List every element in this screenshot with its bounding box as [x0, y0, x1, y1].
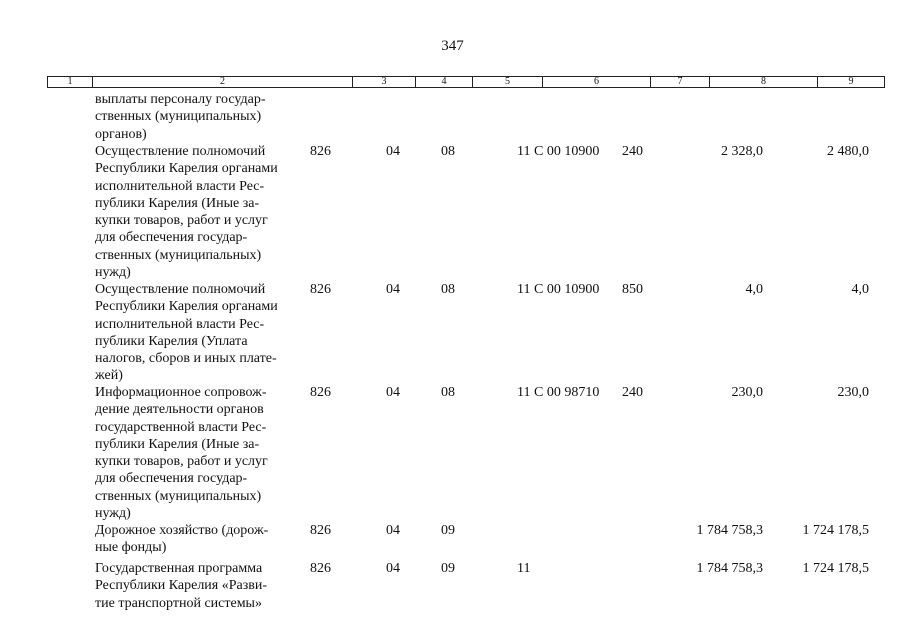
description-line: купки товаров, работ и услуг	[95, 213, 268, 229]
table-cell-c6: 11	[517, 561, 531, 576]
description-line: Республики Карелия органами	[95, 299, 278, 315]
column-header-7: 7	[651, 77, 710, 87]
description-line: Осуществление полномочий	[95, 282, 266, 297]
description-line: Республики Карелия «Разви-	[95, 578, 268, 594]
row-description	[95, 560, 305, 612]
table-cell-c9: 4,0	[851, 282, 869, 297]
description-line: исполнительной власти Рес-	[95, 316, 265, 332]
table-cell-c5: 08	[441, 385, 455, 400]
row-description	[95, 91, 305, 143]
table-cell-c9: 230,0	[837, 385, 869, 400]
table-header-row	[47, 76, 885, 88]
table-cell-c8: 2 328,0	[721, 144, 763, 159]
table-cell-c4: 04	[386, 523, 400, 538]
description-line: Дорожное хозяйство (дорож-	[95, 523, 269, 538]
description-line: дение деятельности органов	[95, 402, 264, 418]
table-cell-c3: 826	[310, 144, 331, 159]
table-cell-c7: 240	[622, 144, 643, 159]
description-line: ственных (муниципальных)	[95, 247, 262, 263]
table-cell-c8: 1 784 758,3	[696, 523, 763, 538]
description-line: государственной власти Рес-	[95, 419, 267, 435]
description-line: исполнительной власти Рес-	[95, 178, 265, 194]
description-line: для обеспечения государ-	[95, 230, 248, 246]
column-header-4: 4	[416, 77, 473, 87]
table-cell-c5: 08	[441, 282, 455, 297]
table-cell-c6: 11 С 00 10900	[517, 282, 600, 297]
table-cell-c7: 850	[622, 282, 643, 297]
description-line: органов)	[95, 126, 147, 142]
row-description	[95, 384, 305, 522]
table-cell-c5: 08	[441, 144, 455, 159]
description-line: для обеспечения государ-	[95, 471, 248, 487]
column-header-6: 6	[543, 77, 651, 87]
table-cell-c4: 04	[386, 561, 400, 576]
column-header-2: 2	[93, 77, 353, 87]
description-line: нужд)	[95, 506, 131, 522]
description-line: Государственная программа	[95, 561, 263, 576]
column-header-3: 3	[353, 77, 416, 87]
description-line: публики Карелия (Уплата	[95, 333, 248, 349]
description-line: нужд)	[95, 265, 131, 281]
table-cell-c5: 09	[441, 561, 455, 576]
table-cell-c3: 826	[310, 385, 331, 400]
column-header-8: 8	[710, 77, 818, 87]
table-cell-c4: 04	[386, 144, 400, 159]
table-cell-c7: 240	[622, 385, 643, 400]
description-line: ственных (муниципальных)	[95, 488, 262, 504]
column-header-9: 9	[848, 76, 854, 87]
table-cell-c9: 2 480,0	[827, 144, 869, 159]
description-line: Республики Карелия органами	[95, 161, 278, 177]
description-line: жей)	[95, 368, 123, 384]
description-line: Осуществление полномочий	[95, 144, 266, 159]
description-line: Информационное сопровож-	[95, 385, 267, 400]
description-line: публики Карелия (Иные за-	[95, 436, 260, 452]
description-line: ственных (муниципальных)	[95, 109, 262, 125]
column-header-5: 5	[473, 77, 543, 87]
table-cell-c3: 826	[310, 282, 331, 297]
table-cell-c8: 4,0	[745, 282, 763, 297]
table-cell-c4: 04	[386, 385, 400, 400]
description-line: тие транспортной системы»	[95, 595, 262, 611]
table-cell-c6: 11 С 00 98710	[517, 385, 600, 400]
column-header-1: 1	[48, 77, 93, 87]
description-line: публики Карелия (Иные за-	[95, 195, 260, 211]
table-cell-c4: 04	[386, 282, 400, 297]
description-line: ные фонды)	[95, 540, 167, 556]
table-cell-c3: 826	[310, 523, 331, 538]
table-cell-c5: 09	[441, 523, 455, 538]
table-cell-c8: 230,0	[731, 385, 763, 400]
table-cell-c9: 1 724 178,5	[802, 561, 869, 576]
description-line: выплаты персоналу государ-	[95, 92, 266, 107]
description-line: налогов, сборов и иных плате-	[95, 351, 277, 367]
row-description	[95, 143, 305, 281]
description-line: купки товаров, работ и услуг	[95, 454, 268, 470]
page-number: 347	[441, 38, 464, 54]
row-description	[95, 522, 305, 557]
table-cell-c9: 1 724 178,5	[802, 523, 869, 538]
table-cell-c8: 1 784 758,3	[696, 561, 763, 576]
row-description	[95, 281, 305, 385]
table-cell-c6: 11 С 00 10900	[517, 144, 600, 159]
table-cell-c3: 826	[310, 561, 331, 576]
